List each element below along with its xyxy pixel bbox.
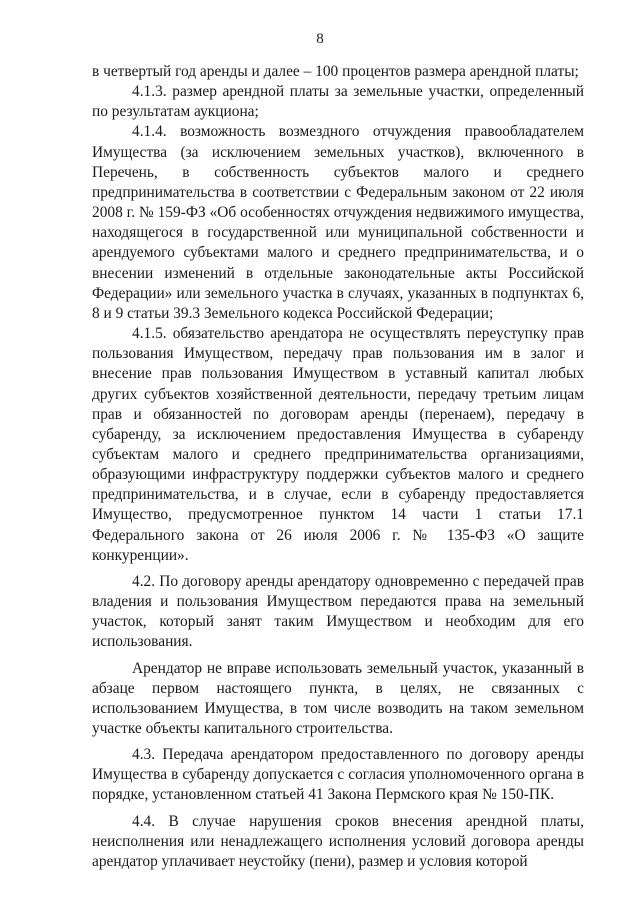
paragraph-4-1-3: 4.1.3. размер арендной платы за земельные участки, определенный по результатам аукциона; xyxy=(92,83,584,121)
paragraph-4-3: 4.3. Передача арендатором предоставленного по договору аренды Имущества в субаренду допускается с согласия уполномоченного органа в порядке, установленном статьей 41 Закона Пермского края № 150-ПК. xyxy=(92,746,584,804)
paragraph-4-4: 4.4. В случае нарушения сроков внесения арендной платы, неисполнения или ненадлежащего исполнения условий договора аренды арендатор уплачивает неустойку (пени), размер и условия которой xyxy=(92,812,584,870)
paragraph-4-1-5: 4.1.5. обязательство арендатора не осуществлять переуступку прав пользования Имуществом, передачу прав пользования им в залог и внесение прав пользования Имуществом в уставный капитал любых других субъектов хозяйственной деятельности, передачу третьим лицам прав и обязанностей по договорам аренды (перенаем), передачу в субаренду, за исключением предоставления Имущества в субаренду субъектам малого и среднего предпринимательства организациями, образующими инфраструктуру поддержки субъектов малого и среднего предпринимательства, и в случае, если в субаренду предоставляется Имущество, предусмотренное пунктом 14 части 1 статьи 17.1 Федерального закона от 26 июля 2006 г. № 135-ФЗ «О защите конкуренции». xyxy=(92,325,584,564)
paragraph-4-1-4: 4.1.4. возможность возмездного отчуждения правообладателем Имущества (за исключением земельных участков), включенного в Перечень, в собственность субъектов малого и среднего предпринимательства в соответствии с Федеральным законом от 22 июля 2008 г. № 159-ФЗ «Об особенностях отчуждения недвижимого имущества, находящегося в государственной или муниципальной собственности и арендуемого субъектами малого и среднего предпринимательства, и о внесении изменений в отдельные законодательные акты Российской Федерации» или земельного участка в случаях, указанных в подпунктах 6, 8 и 9 статьи 39.3 Земельного кодекса Российской Федерации; xyxy=(92,123,584,322)
paragraph-continuation: в четвертый год аренды и далее – 100 процентов размера арендной платы; xyxy=(92,63,579,80)
page-number: 8 xyxy=(316,31,324,47)
paragraph-4-2: 4.2. По договору аренды арендатору одновременно с передачей прав владения и пользования Имуществом передаются права на земельный участок, который занят таким Имуществом и необходим для его использования. xyxy=(92,572,584,651)
paragraph-4-2-second: Арендатор не вправе использовать земельный участок, указанный в абзаце первом настоящего пункта, в целях, не связанных с использованием Имущества, в том числе возводить на таком земельном участке объекты капитального строительства. xyxy=(92,659,584,737)
document-body xyxy=(92,62,584,872)
